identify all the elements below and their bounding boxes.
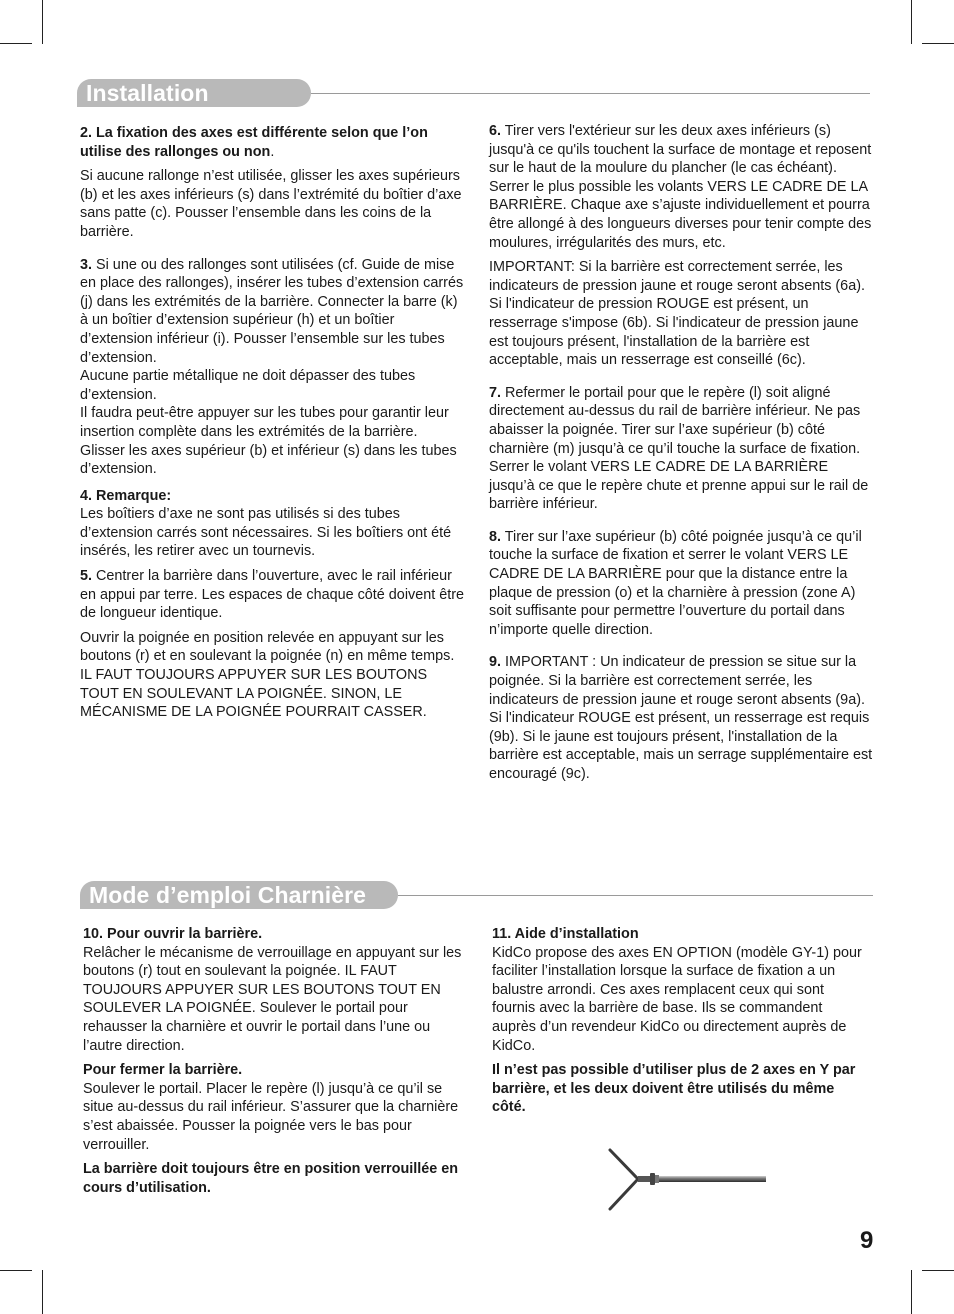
section-rule <box>311 93 870 94</box>
crop-mark <box>0 1270 32 1271</box>
crop-mark <box>911 0 912 44</box>
close-body: Soulever le portail. Placer le repère (l) jusqu’à ce qu’il se situe au-dessus du rail inférieur. S’assurer que la charnière s’est abaissée. Pousser la poignée vers le bas pour verrouiller. <box>83 1080 459 1153</box>
crop-mark <box>911 1270 912 1314</box>
usage-header <box>80 881 873 911</box>
step-3-note: Aucune partie métallique ne doit dépasser des tubes d’extension. <box>80 368 416 403</box>
step-3-number: 3. <box>80 256 93 273</box>
crop-mark <box>42 0 43 44</box>
installation-left-column: 2. La fixation des axes est différente selon que l’on utilise des rallonges ou non. Si aucune rallonge n’est utilisée, glisser les axes supérieurs (b) et les axes inférieurs (s) dans l’extrémité du boîtier d’axe sans patte (c). Pousser l’ensemble dans les coins de la barrière. 3. Si une ou des rallonges sont utilisées (cf. Guide de mise en place des rallonges), insérer les tubes d’extension carrés (j) dans les extrémités de la barrière. Connecter la barre (k) à un boîtier d’extension supérieur (h) et un boîtier d’extension inférieur (i). Pousser l’ensemble sur les tubes d’extension. Aucune partie métallique ne doit dépasser des tubes d’extension. Il faudra peut-être appuyer sur les tubes pour garantir leur insertion complète dans les extrémités de la barrière. Glisser les axes supérieur (b) et inférieur (s) dans les tubes d’extension. 4. Remarque: Les boîtiers d’axe ne sont pas utilisés si des tubes d’extension carrés sont nécessaires. Si les boîtiers ont été insérés, les retirer avec un tournevis. 5. Centrer la barrière dans l’ouverture, avec le rail inférieur en appui par terre. Les espaces de chaque côté doivent être de longueur identique. Ouvrir la poignée en position relevée en appuyant sur les boutons (r) et en soulevant la poignée (n) en même temps. IL FAUT TOUJOURS APPUYER SUR LES BOUTONS TOUT EN SOULEVANT LA POIGNÉE. SINON, LE MÉCANISME DE LA POIGNÉE POURRAIT CASSER. <box>80 125 465 721</box>
step-9-body: IMPORTANT : Un indicateur de pression se situe sur la poignée. Si la barrière est correctement serrée, les indicateurs de pression jaune et rouge seront absents (9a). Si l'indicateur ROUGE est présent, un resserrage est requis (9b). Si le jaune est toujours présent, l'installation de la barrière est acceptable, mais un serrage supplémentaire est encouragé (9c). <box>489 654 873 782</box>
section-title: Installation <box>77 79 311 107</box>
lock-warning: La barrière doit toujours être en position verrouillée en cours d’utilisation. <box>83 1161 459 1196</box>
step-3-extra: Il faudra peut-être appuyer sur les tubes pour garantir leur insertion complète dans les extrémités de la barrière. Glisser les axes supérieur (b) et inférieur (s) dans les tubes d’extension. <box>80 405 457 478</box>
step-11-note: Il n’est pas possible d’utiliser plus de 2 axes en Y par barrière, et les deux doivent être utilisés du même côté. <box>492 1062 856 1116</box>
crop-mark <box>922 1270 954 1271</box>
step-5-number: 5. <box>80 568 93 585</box>
step-3-body: Si une ou des rallonges sont utilisées (cf. Guide de mise en place des rallonges), insérer les tubes d’extension carrés (j) dans les extrémités de la barrière. Connecter la barre (k) à un boîtier d’extension supérieur (h) et un boîtier d’extension inférieur (i). Pousser l’ensemble sur les tubes d’extension. <box>80 256 464 366</box>
step-10-body: Relâcher le mécanisme de verrouillage en appuyant sur les boutons (r) tout en soulevant la poignée. IL FAUT TOUJOURS APPUYER SUR LES BOUTONS TOUT EN SOULEVER LA POIGNÉE. Soulever le portail pour rehausser la charnière et ouvrir le portail dans l’une ou l’autre direction. <box>83 944 462 1054</box>
usage-left-column <box>83 925 469 1197</box>
step-5-body: Centrer la barrière dans l’ouverture, avec le rail inférieur en appui par terre. Les espaces de chaque côté doivent être de longueur identique. <box>80 568 465 622</box>
step-2-title: 2. La fixation des axes est différente selon que l’on utilise des rallonges ou non <box>80 125 428 160</box>
close-title: Pour fermer la barrière. <box>83 1062 243 1079</box>
crop-mark <box>922 43 954 44</box>
step-7-body: Refermer le portail pour que le repère (l) soit aligné directement au-dessus du rail de barrière inférieur. Ne pas abaisser la poignée. Tirer sur l’axe supérieur (b) côté charnière (m) jusqu’à ce qu’il touche la surface de fixation. Serrer le volant VERS LE CADRE DE LA BARRIÈRE jusqu’à ce que le repère chute et prenne appui sur le rail de barrière inférieur. <box>489 384 869 513</box>
crop-mark <box>0 43 32 44</box>
y-spindle-icon <box>600 1145 770 1215</box>
usage-right-column <box>492 925 868 1117</box>
step-6-important: IMPORTANT: Si la barrière est correctement serrée, les indicateurs de pression jaune et rouge seront absents (6a). Si l'indicateur de pression ROUGE est présent, un resserrage s'impose (6b). Si l'indicateur de pression jaune est toujours présent, l'installation de la barrière est acceptable, mais un resserrage est conseillé (6c). <box>489 259 865 369</box>
step-4-title: 4. Remarque: <box>80 487 172 504</box>
section-rule <box>398 895 873 896</box>
page-number: 9 <box>860 1227 874 1254</box>
installation-header <box>77 79 870 109</box>
step-8-body: Tirer sur l’axe supérieur (b) côté poignée jusqu’à ce qu’il touche la surface de fixation et serrer le volant VERS LE CADRE DE LA BARRIÈRE pour que la distance entre la plaque de pression (o) et la charnière à pression (zone A) soit suffisante pour permettre l’ouverture du portail dans n’importe quelle direction. <box>489 528 862 638</box>
installation-right-column <box>489 122 873 784</box>
step-11-title: 11. Aide d’installation <box>492 926 639 942</box>
step-8-number: 8. <box>489 528 502 545</box>
step-5-warning: Ouvrir la poignée en position relevée en appuyant sur les boutons (r) et en soulevant la poignée (n) en même temps. IL FAUT TOUJOURS APPUYER SUR LES BOUTONS TOUT EN SOULEVANT LA POIGNÉE. SINON, LE MÉCANISME DE LA POIGNÉE POURRAIT CASSER. <box>80 629 455 721</box>
step-6-number: 6. <box>489 123 502 139</box>
step-9-number: 9. <box>489 654 502 671</box>
step-2-body: Si aucune rallonge n’est utilisée, glisser les axes supérieurs (b) et les axes inférieurs (s) dans l’extrémité du boîtier d’axe sans patte (c). Pousser l’ensemble dans les coins de la barrière. <box>80 168 462 240</box>
step-7-number: 7. <box>489 384 502 401</box>
step-10-title: 10. Pour ouvrir la barrière. <box>83 926 263 942</box>
step-6-body: Tirer vers l'extérieur sur les deux axes inférieurs (s) jusqu'à ce qu'ils touchent la surface de montage et reposent sur le haut de la moulure du plancher (le cas échéant). Serrer le plus possible les volants VERS LE CADRE DE LA BARRIÈRE. Chaque axe s’ajuste individuellement et pourra être allongé à des longueurs diverses pour tenir compte des moulures, irrégularités des murs, etc. <box>489 123 872 251</box>
step-4-body: Les boîtiers d’axe ne sont pas utilisés si des tubes d’extension carrés sont nécessaires. Si les boîtiers ont été insérés, les retirer avec un tournevis. <box>80 506 452 560</box>
section-title: Mode d’emploi Charnière <box>80 881 398 909</box>
step-11-body: KidCo propose des axes EN OPTION (modèle GY-1) pour faciliter l’installation lorsque la surface de fixation a un balustre arrondi. Ces axes remplacent ceux qui sont fournis avec la barrière de base. Ils se commandent auprès d’un revendeur KidCo ou directement auprès de KidCo. <box>492 944 862 1054</box>
crop-mark <box>42 1270 43 1314</box>
